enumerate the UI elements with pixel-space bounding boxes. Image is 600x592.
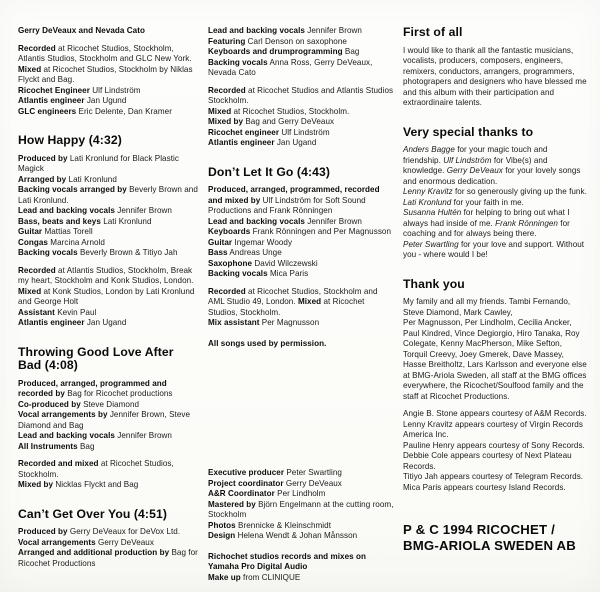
song-recording-continuation-text: Bag and Gerry DeVeaux <box>243 117 335 126</box>
staff-credits-text: Björn Engelmann at the cutting room, Stockholm <box>208 499 394 519</box>
very-special-thanks-text-text: for your love and support. Without you - where would I be! <box>403 239 585 259</box>
staff-credits-text: Brennicke & Kleinschmidt <box>235 520 332 530</box>
dont-let-it-go-recording-text: Per Magnusson <box>259 318 320 327</box>
throwing-good-love-recording-text: Mixed by <box>18 480 54 489</box>
how-happy-credits-text: Produced by <box>18 153 68 163</box>
song-credits-continuation-line <box>208 47 394 58</box>
very-special-thanks-text-text: Gerry DeVeaux <box>446 166 503 175</box>
artist-credit-continuation <box>18 26 199 37</box>
how-happy-recording-line <box>18 318 199 329</box>
copyright-notice-line: BMG-ARIOLA SWEDEN AB <box>403 538 576 553</box>
courtesy-credits-line <box>403 420 587 441</box>
very-special-thanks-text-line <box>403 240 587 261</box>
song-credits-continuation-text: Featuring <box>208 36 246 46</box>
song-recording-continuation-line <box>208 86 394 107</box>
courtesy-credits-text: Debbie Cole appears courtesy of Next Plateau Records. <box>403 451 572 471</box>
how-happy-recording-text: Jan Ugand <box>84 318 127 327</box>
throwing-good-love-recording-text: Nicklas Flyckt and Bag <box>53 480 139 489</box>
artist-credit-continuation-text: Gerry DeVeaux and Nevada Cato <box>18 26 145 35</box>
copyright-notice <box>403 522 587 554</box>
artist-credit-continuation-line <box>18 26 199 37</box>
song-title-dont-let-it-go-line: Don’t Let It Go (4:43) <box>208 164 331 179</box>
cant-get-over-you-credits-text: Vocal arrangements <box>18 537 96 547</box>
how-happy-credits-line <box>18 185 199 206</box>
very-special-thanks-text-line <box>403 145 587 187</box>
courtesy-credits-text: Pauline Henry appears courtesy of Sony Records. <box>403 440 585 450</box>
very-special-thanks-text-line <box>403 208 587 240</box>
dont-let-it-go-recording <box>208 287 394 329</box>
how-happy-credits <box>18 154 199 259</box>
thank-you-text-line <box>403 297 587 318</box>
album-recording-credits-text: Recorded <box>18 43 56 53</box>
thank-you-text-line <box>403 318 587 402</box>
song-recording-continuation <box>208 86 394 149</box>
courtesy-credits-text: Titiyo Jah appears courtesy of Telegram Records. <box>403 472 584 481</box>
thank-you-text-text: Per Magnusson, Per Lindholm, Cecilia Ancker, Paul Kindred, Vince Degiorgio, Hiro Tanaka, Roy Colegate, Kenny MacPherson, Mike Sefton, Torquil Creevy, Joey Gmerek, Dave Massey, Hasse Breitholtz, Lars Karlsson and everyone else at BMG-Ariola Sweden, all staff at the BMG offices everywhere, the Ricochet/Soulfood family and the staff at Ricochet Productions. <box>403 318 587 401</box>
album-recording-credits-text: Atlantis engineer <box>18 96 85 105</box>
staff-credits-line <box>208 468 394 479</box>
very-special-thanks-text-text: Lenny Kravitz <box>403 187 453 196</box>
staff-credits-text: Helena Wendt & Johan Månsson <box>235 531 358 540</box>
album-recording-credits-line <box>18 96 199 107</box>
how-happy-credits-line <box>18 217 199 228</box>
song-credits-continuation-line <box>208 37 394 48</box>
throwing-good-love-recording-line <box>18 480 199 491</box>
how-happy-credits-text: Mattias Torell <box>42 227 93 236</box>
song-credits-continuation-line <box>208 58 394 79</box>
staff-credits-text: Design <box>208 531 236 540</box>
courtesy-credits-line <box>403 451 587 472</box>
how-happy-credits-text: Backing vocals <box>18 248 78 257</box>
very-special-thanks-text-text: Lati Kronlund <box>403 197 452 207</box>
equipment-note-line <box>208 573 394 584</box>
how-happy-credits-text: Marcina Arnold <box>47 237 105 247</box>
equipment-note-text: Make up <box>208 572 241 582</box>
dont-let-it-go-recording-line <box>208 318 394 329</box>
throwing-good-love-recording <box>18 459 199 491</box>
song-recording-continuation-line <box>208 117 394 128</box>
song-title-how-happy <box>18 134 199 148</box>
throwing-good-love-credits-text: Bag for Ricochet productions <box>64 389 173 398</box>
courtesy-credits-text: Angie B. Stone appears courtesy of A&M Records. <box>403 409 587 418</box>
permission-note <box>208 339 394 350</box>
staff-credits-text: Per Lindholm <box>274 489 326 498</box>
song-title-cant-get-over-you-line: Can’t Get Over You (4:51) <box>18 506 168 521</box>
song-credits-continuation-text: Bag <box>342 47 360 56</box>
dont-let-it-go-recording-text: Mix assistant <box>208 318 260 327</box>
song-credits-continuation-text: Jennifer Brown <box>304 26 362 35</box>
song-recording-continuation-text: Mixed by <box>208 117 244 126</box>
throwing-good-love-credits-text: Vocal arrangements by <box>18 410 108 419</box>
throwing-good-love-credits-line <box>18 431 199 442</box>
thank-you-text <box>403 297 587 402</box>
song-recording-continuation-text: Atlantis engineer <box>208 138 275 147</box>
album-recording-credits-text: Ricochet Engineer <box>18 85 90 95</box>
dont-let-it-go-credits-text: Guitar <box>208 237 233 247</box>
very-special-thanks-text-text: for helping to bring out what I always had inside of me. <box>403 208 570 228</box>
how-happy-recording-text: Recorded <box>18 265 56 275</box>
very-special-thanks-text-text: Anders Bagge <box>403 145 455 154</box>
song-recording-continuation-text: Jan Ugand <box>274 138 317 147</box>
cant-get-over-you-credits-text: Gerry DeVeaux <box>95 537 154 547</box>
column-middle <box>208 26 394 592</box>
dont-let-it-go-credits-text: Saxophone <box>208 258 253 268</box>
very-special-thanks-text-text: for Vibe(s) and knowledge. <box>403 155 548 175</box>
dont-let-it-go-recording-line <box>208 287 394 319</box>
very-special-thanks-text-text: Frank Rönningen <box>495 218 558 228</box>
how-happy-recording-text: at Konk Studios, London by Lati Kronlund and George Holt <box>18 286 195 306</box>
cant-get-over-you-credits-line <box>18 538 199 549</box>
throwing-good-love-recording-line <box>18 459 199 480</box>
dont-let-it-go-credits <box>208 185 394 280</box>
dont-let-it-go-credits-line <box>208 259 394 270</box>
how-happy-recording-text: Kevin Paul <box>54 307 97 317</box>
staff-credits-text: Photos <box>208 520 236 530</box>
first-of-all-heading <box>403 26 587 40</box>
staff-credits-text: Mastered by <box>208 499 256 509</box>
dont-let-it-go-credits-line <box>208 248 394 259</box>
equipment-note-line <box>208 552 394 573</box>
very-special-thanks-heading-line: Very special thanks to <box>403 124 534 139</box>
throwing-good-love-credits-text: Co-produced by <box>18 399 81 409</box>
how-happy-credits-line <box>18 154 199 175</box>
staff-credits-line <box>208 521 394 532</box>
album-recording-credits <box>18 44 199 118</box>
dont-let-it-go-recording-text: at Ricochet Studios, Stockholm. <box>208 297 365 317</box>
permission-note-line <box>208 339 394 350</box>
how-happy-credits-text: Beverly Brown & Titiyo Jah <box>77 248 178 257</box>
song-title-throwing-good-love <box>18 346 199 373</box>
dont-let-it-go-credits-text: Frank Rönningen and Per Magnusson <box>250 227 392 236</box>
permission-note-text: All songs used by permission. <box>208 338 327 348</box>
cant-get-over-you-credits-text: Arranged and additional production by <box>18 548 170 557</box>
throwing-good-love-credits-line <box>18 442 199 453</box>
throwing-good-love-credits-text: Steve Diamond <box>80 399 140 409</box>
how-happy-recording-text: at Atlantis Studios, Stockholm, Break my heart, Stockholm and Konk Studios, London. <box>18 265 194 285</box>
song-title-throwing-good-love-line: Throwing Good Love After Bad (4:08) <box>18 344 174 372</box>
album-recording-credits-text: GLC engineers <box>18 106 77 116</box>
staff-credits-text: Project coordinator <box>208 478 284 488</box>
very-special-thanks-text-text: Peter Swartling <box>403 239 459 249</box>
cant-get-over-you-credits <box>18 527 199 569</box>
how-happy-recording-text: Assistant <box>18 307 55 317</box>
dont-let-it-go-credits-text: Ulf Lindström for Soft Sound Productions and Frank Rönningen <box>208 195 366 215</box>
throwing-good-love-credits-text: Jennifer Brown <box>114 431 172 440</box>
courtesy-credits-text: Lenny Kravitz appears courtesy of Virgin Records America Inc. <box>403 419 583 439</box>
how-happy-credits-text: Congas <box>18 237 48 247</box>
album-recording-credits-text: at Ricochet Studios, Stockholm, Atlantis Studios, Stockholm and GLC New York. <box>18 43 192 63</box>
staff-credits-line <box>208 479 394 490</box>
song-recording-continuation-text: Ricochet engineer <box>208 127 280 137</box>
very-special-thanks-text-text: for your magic touch and friendship. <box>403 145 548 165</box>
equipment-note-text: Richochet studios records and mixes on Yamaha Pro Digital Audio <box>208 551 366 571</box>
very-special-thanks-text-text: for your lovely songs and enormous dedication. <box>403 166 581 186</box>
throwing-good-love-credits-text: Lead and backing vocals <box>18 431 115 440</box>
first-of-all-text <box>403 46 587 109</box>
first-of-all-text-text: I would like to thank all the fantastic musicians, vocalists, producers, composers, engineers, remixers, conductors, arrangers, programmers, photograpers and designers who have blessed me and this album with their participation and extraordinaire talents. <box>403 45 587 107</box>
cant-get-over-you-credits-line <box>18 527 199 538</box>
thank-you-heading-line: Thank you <box>403 276 465 291</box>
staff-credits <box>208 468 394 542</box>
courtesy-credits-line <box>403 483 587 494</box>
column-right <box>403 26 587 592</box>
song-recording-continuation-line <box>208 138 394 149</box>
throwing-good-love-credits-text: All Instruments <box>18 441 78 451</box>
song-credits-continuation-text: Keyboards and drumprogramming <box>208 47 343 56</box>
how-happy-recording-text: Atlantis engineer <box>18 318 85 327</box>
how-happy-credits-text: Beverly Brown and Lati Kronlund. <box>18 185 198 205</box>
album-recording-credits-line <box>18 86 199 97</box>
staff-credits-line <box>208 489 394 500</box>
how-happy-credits-text: Lead and backing vocals <box>18 206 115 215</box>
album-recording-credits-text: Eric Delente, Dan Kramer <box>76 106 172 116</box>
staff-credits-text: Peter Swartling <box>284 468 342 477</box>
how-happy-credits-text: Guitar <box>18 227 43 236</box>
dont-let-it-go-credits-line <box>208 227 394 238</box>
album-recording-credits-line <box>18 44 199 65</box>
song-recording-continuation-text: at Ricochet Studios and Atlantis Studios Stockholm. <box>208 85 394 105</box>
column-left <box>18 26 199 592</box>
dont-let-it-go-recording-text: at Ricochet Studios, Stockholm and AML Studio 49, London. <box>208 286 378 306</box>
dont-let-it-go-credits-text: Backing vocals <box>208 269 268 278</box>
cant-get-over-you-credits-text: Gerry DeVeaux for DeVox Ltd. <box>67 527 181 536</box>
dont-let-it-go-credits-line <box>208 238 394 249</box>
dont-let-it-go-credits-line <box>208 185 394 217</box>
very-special-thanks-text-line <box>403 187 587 208</box>
dont-let-it-go-credits-text: Bass <box>208 248 228 257</box>
cant-get-over-you-credits-line <box>18 548 199 569</box>
song-credits-continuation <box>208 26 394 79</box>
how-happy-credits-text: Arranged by <box>18 174 67 184</box>
how-happy-credits-line <box>18 248 199 259</box>
courtesy-credits-line <box>403 409 587 420</box>
dont-let-it-go-credits-line <box>208 217 394 228</box>
dont-let-it-go-credits-line <box>208 269 394 280</box>
throwing-good-love-credits-text: Bag <box>77 441 95 451</box>
very-special-thanks-text <box>403 145 587 261</box>
song-credits-continuation-text: Anna Ross, Gerry DeVeaux, Nevada Cato <box>208 57 373 77</box>
song-credits-continuation-text: Carl Denson on saxophone <box>245 36 347 46</box>
album-recording-credits-line <box>18 65 199 86</box>
staff-credits-line <box>208 531 394 542</box>
throwing-good-love-credits-line <box>18 410 199 431</box>
song-title-dont-let-it-go <box>208 166 394 180</box>
copyright-notice-line: P & C 1994 RICOCHET / <box>403 522 555 537</box>
how-happy-credits-text: Jennifer Brown <box>114 206 172 215</box>
throwing-good-love-credits-text: Jennifer Brown, Steve Diamond and Bag <box>18 410 191 430</box>
dont-let-it-go-credits-text: Produced, arranged, programmed, recorded and mixed by <box>208 185 380 205</box>
throwing-good-love-credits <box>18 379 199 453</box>
dont-let-it-go-credits-text: Andreas Unge <box>227 248 282 257</box>
how-happy-credits-text: Lati Kronlund <box>66 174 117 184</box>
album-recording-credits-text: at Ricochet Studios, Stockholm by Niklas Flyckt and Bag. <box>18 64 193 84</box>
cant-get-over-you-credits-text: Produced by <box>18 527 68 536</box>
album-recording-credits-text: Ulf Lindström <box>89 85 141 95</box>
song-title-how-happy-line: How Happy (4:32) <box>18 133 122 147</box>
how-happy-credits-text: Backing vocals arranged by <box>18 185 127 194</box>
dont-let-it-go-recording-text: Mixed <box>297 297 322 306</box>
song-recording-continuation-text: Recorded <box>208 85 246 95</box>
how-happy-credits-line <box>18 206 199 217</box>
throwing-good-love-recording-text: Recorded and mixed <box>18 459 99 468</box>
courtesy-credits <box>403 409 587 493</box>
song-recording-continuation-text: at Ricochet Studios, Stockholm. <box>231 106 350 116</box>
song-title-cant-get-over-you <box>18 508 199 522</box>
how-happy-recording-line <box>18 266 199 308</box>
how-happy-recording-text: Mixed <box>18 286 42 296</box>
song-credits-continuation-text: Lead and backing vocals <box>208 26 305 35</box>
first-of-all-text-line <box>403 46 587 109</box>
equipment-note <box>208 552 394 584</box>
song-credits-continuation-text: Backing vocals <box>208 57 268 67</box>
song-recording-continuation-text: Mixed <box>208 106 232 116</box>
how-happy-credits-text: Bass, beats and keys <box>18 216 101 226</box>
throwing-good-love-recording-text: at Ricochet Studios, Stockholm. <box>18 459 174 479</box>
staff-credits-text: A&R Coordinator <box>208 489 275 498</box>
dont-let-it-go-credits-text: David Wilczewski <box>252 258 318 268</box>
how-happy-credits-line <box>18 238 199 249</box>
dont-let-it-go-credits-text: Lead and backing vocals <box>208 216 305 226</box>
thank-you-heading <box>403 278 587 292</box>
dont-let-it-go-credits-text: Keyboards <box>208 227 251 236</box>
dont-let-it-go-credits-text: Ingemar Woody <box>232 237 293 247</box>
first-of-all-heading-line: First of all <box>403 25 463 39</box>
very-special-thanks-text-text: for your faith in me. <box>451 197 524 207</box>
courtesy-credits-line <box>403 441 587 452</box>
dont-let-it-go-recording-text: Recorded <box>208 286 246 296</box>
very-special-thanks-text-text: for so generously giving up the funk. <box>452 187 587 196</box>
equipment-note-text: from CLINIQUE <box>240 572 301 582</box>
staff-credits-text: Gerry DeVeaux <box>283 478 342 488</box>
very-special-thanks-text-text: Ulf Lindström <box>443 155 492 165</box>
staff-credits-line <box>208 500 394 521</box>
album-recording-credits-text: Mixed <box>18 64 42 74</box>
album-recording-credits-text: Jan Ugund <box>84 96 127 105</box>
how-happy-credits-line <box>18 227 199 238</box>
very-special-thanks-text-text: Susanna Hultén <box>403 208 462 217</box>
how-happy-credits-text: Lati Kronlund for Black Plastic Magick <box>18 153 179 173</box>
very-special-thanks-text-text: for coaching and for always being there. <box>403 218 570 238</box>
how-happy-recording <box>18 266 199 329</box>
dont-let-it-go-credits-text: Jennifer Brown <box>304 216 362 226</box>
throwing-good-love-credits-line <box>18 400 199 411</box>
album-recording-credits-line <box>18 107 199 118</box>
song-recording-continuation-line <box>208 107 394 118</box>
thank-you-text-text: My family and all my friends. Tambi Fernando, Steve Diamond, Mark Cawley, <box>403 297 571 317</box>
how-happy-credits-text: Lati Kronlund <box>100 216 152 226</box>
how-happy-recording-line <box>18 308 199 319</box>
very-special-thanks-heading <box>403 126 587 140</box>
song-recording-continuation-line <box>208 128 394 139</box>
cant-get-over-you-credits-text: Bag for Ricochet Productions <box>18 548 198 568</box>
dont-let-it-go-credits-text: Mica Paris <box>267 269 309 278</box>
song-credits-continuation-line <box>208 26 394 37</box>
throwing-good-love-credits-text: Produced, arranged, programmed and recorded by <box>18 378 167 398</box>
courtesy-credits-line <box>403 472 587 483</box>
how-happy-credits-line <box>18 175 199 186</box>
courtesy-credits-text: Mica Paris appears courtesy Island Records. <box>403 482 566 492</box>
song-recording-continuation-text: Ulf Lindström <box>279 127 330 137</box>
staff-credits-text: Executive producer <box>208 468 285 477</box>
throwing-good-love-credits-line <box>18 379 199 400</box>
